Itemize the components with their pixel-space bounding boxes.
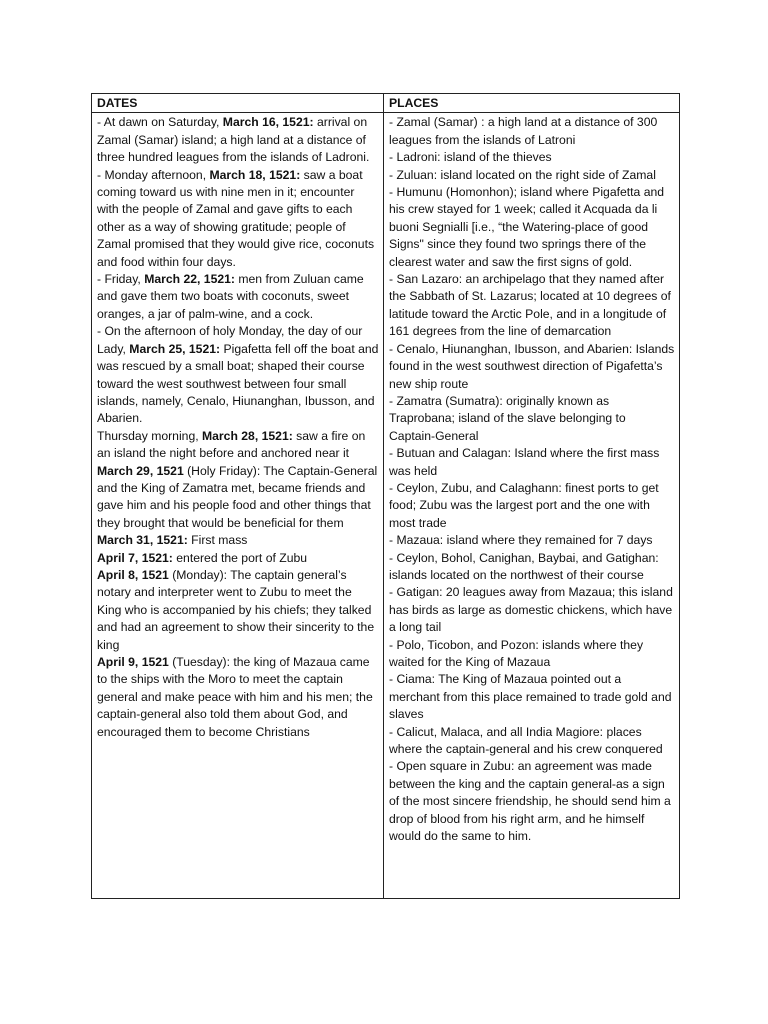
header-row xyxy=(92,94,680,113)
date-entry xyxy=(97,567,379,654)
place-entry: - Mazaua: island where they remained for 7 days xyxy=(389,533,653,548)
date-entry xyxy=(97,550,379,567)
place-entry: - Gatigan: 20 leagues away from Mazaua; this island has birds as large as domestic chickens, which have a long tail xyxy=(389,585,673,635)
place-entry: - Zamatra (Sumatra): originally known as Traprobana; island of the slave belonging to Captain-General xyxy=(389,393,626,443)
date-text: - Friday, xyxy=(97,272,145,287)
date-entry xyxy=(97,428,379,463)
date-entry xyxy=(97,271,379,323)
place-entry: - Ceylon, Bohol, Canighan, Baybai, and Gatighan: islands located on the northwest of their course xyxy=(389,550,659,582)
date-label: March 16, 1521: xyxy=(222,115,314,130)
dates-header: DATES xyxy=(92,94,384,113)
date-label: March 18, 1521: xyxy=(209,167,301,182)
date-label: April 7, 1521: xyxy=(97,550,173,565)
date-label: April 8, 1521 xyxy=(97,567,169,582)
date-label: March 25, 1521: xyxy=(129,341,221,356)
places-header: PLACES xyxy=(384,94,680,113)
place-entry: - Open square in Zubu: an agreement was made between the king and the captain general-as a sign of the most sincere friendship, he should send him a drop of blood from his right arm, and he himself would do the same to him. xyxy=(389,759,671,844)
date-text: (Tuesday): the king of Mazaua came to the ships with the Moro to meet the captain general and make peace with him and his men; the captain-general also told them about God, and encouraged them to become Christians xyxy=(97,655,373,739)
place-entry: - Ciama: The King of Mazaua pointed out a merchant from this place remained to trade gold and slaves xyxy=(389,672,672,722)
date-text: saw a boat coming toward us with nine men in it; encounter with the people of Zamal and gave gifts to each other as a way of showing gratitude; people of Zamal promised that they would give rice, coconuts and food within four days. xyxy=(97,167,375,269)
place-entry: - Ladroni: island of the thieves xyxy=(389,150,552,165)
content-row xyxy=(92,113,680,899)
dates-cell xyxy=(92,113,384,899)
date-entry xyxy=(97,463,379,533)
date-label: March 28, 1521: xyxy=(202,428,293,443)
place-entry: - Zamal (Samar) : a high land at a distance of 300 leagues from the islands of Latroni xyxy=(389,115,658,147)
date-text: entered the port of Zubu xyxy=(172,550,308,565)
date-text: Pigafetta fell off the boat and was rescued by a small boat; shaped their course toward the west southwest between four small islands, namely, Cenalo, Hiunanghan, Ibusson, and Abarien. xyxy=(97,341,379,426)
date-text: saw a fire on an island the night before and anchored near it xyxy=(97,428,366,461)
place-entry: - Polo, Ticobon, and Pozon: islands where they waited for the King of Mazaua xyxy=(389,637,644,669)
date-text: - Monday afternoon, xyxy=(97,167,210,182)
date-text: - On the afternoon of holy Monday, the day of our Lady, xyxy=(97,324,363,356)
date-text: men from Zuluan came and gave them two boats with coconuts, sweet oranges, a jar of palm-wine, and a cock. xyxy=(97,272,364,321)
date-text: - At dawn on Saturday, xyxy=(97,115,223,130)
date-entry xyxy=(97,532,379,549)
date-entry xyxy=(97,114,379,166)
date-entry xyxy=(97,654,379,741)
place-entry: - Ceylon, Zubu, and Calaghann: finest ports to get food; Zubu was the largest port and the one with most trade xyxy=(389,480,659,530)
dates-places-table xyxy=(91,93,680,899)
date-entry xyxy=(97,323,379,427)
place-entry: - Butuan and Calagan: Island where the first mass was held xyxy=(389,446,660,478)
date-entry xyxy=(97,167,379,271)
place-entry: - Cenalo, Hiunanghan, Ibusson, and Abarien: Islands found in the west southwest direction of Pigafetta’s new ship route xyxy=(389,341,675,391)
date-text: arrival on Zamal (Samar) island; a high land at a distance of three hundred leagues from the islands of Ladroni. xyxy=(97,115,370,165)
place-entry: - San Lazaro: an archipelago that they named after the Sabbath of St. Lazarus; located at 10 degrees of latitude toward the Arctic Pole, and in a longitude of 161 degrees from the line of demarcation xyxy=(389,272,671,339)
place-entry: - Zuluan: island located on the right side of Zamal xyxy=(389,167,656,182)
places-cell xyxy=(384,113,680,899)
place-entry: - Calicut, Malaca, and all India Magiore: places where the captain-general and his crew conquered xyxy=(389,724,663,757)
date-label: March 22, 1521: xyxy=(144,272,235,287)
date-text: (Monday): The captain general’s notary and interpreter went to Zubu to meet the King who is accompanied by his chiefs; they talked and had an agreement to show their sincerity to the king xyxy=(97,567,375,652)
date-text: Thursday morning, xyxy=(97,428,202,443)
date-label: March 29, 1521 xyxy=(97,463,184,478)
date-label: April 9, 1521 xyxy=(97,655,169,669)
date-text: (Holy Friday): The Captain-General and the King of Zamatra met, became friends and gave him and his people food and other things that they brought that would be beneficial for them xyxy=(97,463,378,530)
date-text: First mass xyxy=(187,533,248,548)
place-entry: - Humunu (Homonhon); island where Pigafetta and his crew stayed for 1 week; called it Acquada da li buoni Segnialli [i.e., “the Watering-place of good Signs" since they found two springs there of the clearest water and saw the first signs of gold. xyxy=(389,185,665,269)
date-label: March 31, 1521: xyxy=(97,533,188,548)
